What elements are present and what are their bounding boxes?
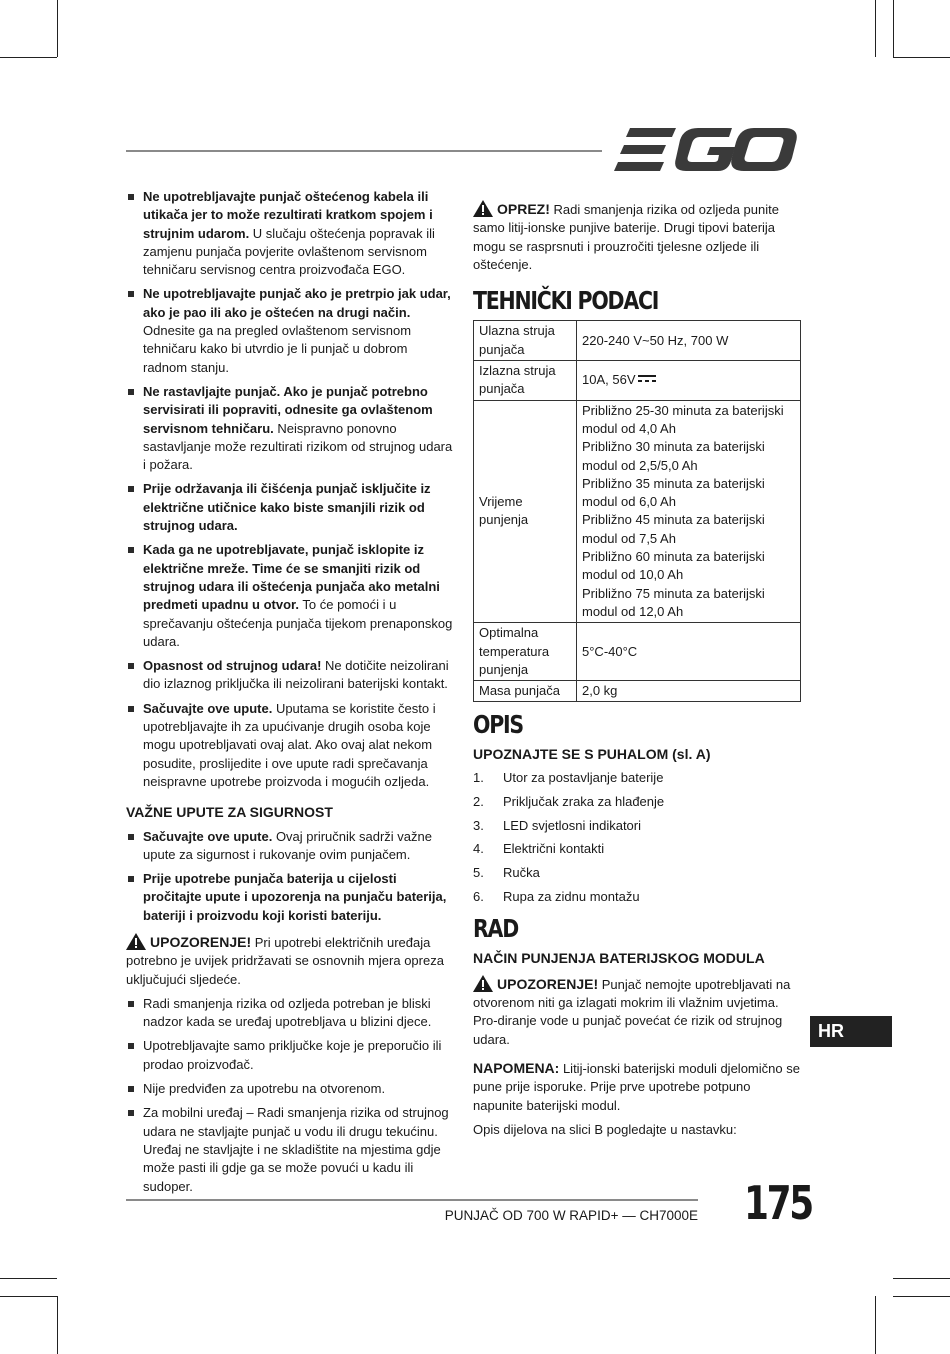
table-row bbox=[474, 400, 801, 623]
list-item: Prije održavanja ili čišćenja punjač isključite iz električne utičnice kako biste smanjili rizik od strujnog udara. bbox=[126, 480, 454, 535]
list-item: Opasnost od strujnog udara! Ne dotičite neizolirani dio izlaznog priključka ili neizolirani baterijski kontakt. bbox=[126, 657, 454, 694]
rad-subheading: NAČIN PUNJENJA BATERIJSKOG MODULA bbox=[473, 949, 765, 966]
rad-heading: RAD bbox=[473, 914, 518, 944]
right-column bbox=[473, 200, 801, 1145]
crop-mark bbox=[0, 1296, 57, 1297]
warning-icon bbox=[126, 933, 146, 950]
list-item: Za mobilni uređaj – Radi smanjenja rizika od strujnog udara ne stavljajte punjač u vodu ili drugu tekućinu. Uređaj ne stavljajte i ne skladištite na mjestima gdje može pasti ili gdje ga se može povući u kadu ili sudoper. bbox=[126, 1104, 454, 1195]
opis-heading: OPIS bbox=[473, 710, 523, 740]
caution-paragraph: OPREZ! Radi smanjenja rizika od ozljeda punite samo litij-ionske punjive baterije. Drugi tipovi baterija mogu se rasprsnuti i prouzročiti tjelesne ozljede ili oštećenje. bbox=[473, 201, 779, 272]
list-item: Ne upotrebljavajte punjač ako je pretrpio jak udar, ako je pao ili ako je oštećen na drugi način. Odnesite ga na pregled ovlaštenom servisnom tehničaru kako bi utvrdio je li punjač u dobrom radnom stanju. bbox=[126, 285, 454, 376]
crop-mark bbox=[0, 57, 57, 58]
language-tab: HR bbox=[810, 1016, 892, 1047]
table-row bbox=[474, 681, 801, 702]
crop-mark bbox=[893, 1278, 950, 1279]
list-item: 4. Električni kontakti bbox=[473, 841, 605, 857]
table-row bbox=[474, 361, 801, 401]
spec-label: Masa punjača bbox=[474, 681, 577, 702]
page-number: 175 bbox=[744, 1176, 812, 1230]
list-item: 1. Utor za postavljanje baterije bbox=[473, 770, 664, 786]
crop-mark bbox=[893, 0, 894, 57]
spec-value: 2,0 kg bbox=[577, 681, 801, 702]
list-item: Kada ga ne upotrebljavate, punjač isklopite iz električne mreže. Time će se smanjiti rizik od strujnog udara ili oštećenja punjača ako metalni predmeti upadnu u otvor. To će pomoći i u sprečavanju oštećenja punjača tijekom prenaponskog udara. bbox=[126, 541, 454, 651]
list-item: 6. Rupa za zidnu montažu bbox=[473, 889, 640, 904]
list-item: Nije predviđen za upotrebu na otvorenom. bbox=[126, 1080, 454, 1098]
warning-list bbox=[126, 995, 454, 1196]
table-row bbox=[474, 321, 801, 361]
list-item: Upotrebljavajte samo priključke koje je preporučio ili prodao proizvođač. bbox=[126, 1037, 454, 1074]
crop-mark bbox=[875, 1296, 876, 1354]
spec-label: Ulazna struja punjača bbox=[474, 321, 577, 361]
table-row bbox=[474, 623, 801, 681]
tech-data-heading: TEHNIČKI PODACI bbox=[473, 286, 659, 316]
crop-mark bbox=[57, 1296, 58, 1354]
crop-mark bbox=[893, 57, 950, 58]
footer-product: PUNJAČ OD 700 W RAPID+ — CH7000E bbox=[444, 1208, 698, 1223]
list-item: 3. LED svjetlosni indikatori bbox=[473, 817, 642, 833]
list-item: Ne upotrebljavajte punjač oštećenog kabela ili utikača jer to može rezultirati kratkom spojem i strujnim udarom. U slučaju oštećenja popravak ili zamjenu punjača povjerite ovlaštenom servisnom tehničaru servisnog centra proizvođača EGO. bbox=[126, 188, 454, 279]
spec-table bbox=[473, 320, 801, 702]
warning-icon bbox=[473, 200, 493, 217]
spec-value: 220-240 V~50 Hz, 700 W bbox=[577, 321, 801, 361]
left-column bbox=[126, 188, 454, 1202]
list-item: Prije upotrebe punjača baterija u cijelosti pročitajte upute i upozorenja na punjaču baterija, bateriji i proizvodu koji koristi bateriju. bbox=[126, 870, 454, 925]
spec-value: 5°C-40°C bbox=[577, 623, 801, 681]
list-item: Radi smanjenja rizika od ozljeda potreban je bliski nadzor kada se uređaj upotrebljava u blizini djece. bbox=[126, 995, 454, 1032]
crop-mark bbox=[57, 0, 58, 57]
crop-mark bbox=[0, 1278, 57, 1279]
safety-list bbox=[126, 188, 454, 791]
note-paragraph: NAPOMENA: Litij-ionski baterijski moduli djelomično se pune prije isporuke. Prije prve upotrebe potpuno napunite baterijski modul. bbox=[473, 1060, 800, 1113]
list-item: Ne rastavljajte punjač. Ako je punjač potrebno servisirati ili popraviti, odnesite ga ovlaštenom servisnom tehničaru. Neispravno ponovno sastavljanje može rezultirati rizikom od strujnog udara i požara. bbox=[126, 383, 454, 474]
warning-paragraph: UPOZORENJE! Pri upotrebi električnih uređaja potrebno je uvijek pridržavati se osnovnih mjera opreza uključujući sljedeće. bbox=[126, 933, 444, 987]
rad-warning-paragraph: UPOZORENJE! Punjač nemojte upotrebljavati na otvorenom niti ga izlagati mokrim ili vlažnim uvjetima. Pro-diranje vode u punjač povećat će rizik od strujnog udara. bbox=[473, 975, 791, 1047]
spec-value: Približno 25-30 minuta za baterijski modul od 4,0 Ah Približno 30 minuta za baterijski modul od 2,5/5,0 Ah Približno 35 minuta za baterijski modul od 6,0 Ah Približno 45 minuta za baterijski modul od 7,5 Ah Približno 60 minuta za baterijski modul od 10,0 Ah Približno 75 minuta za baterijski modul od 12,0 Ah bbox=[577, 400, 801, 623]
crop-mark bbox=[893, 1296, 950, 1297]
list-item: 2. Priključak zraka za hlađenje bbox=[473, 793, 665, 809]
header-rule bbox=[126, 150, 602, 152]
parts-list bbox=[473, 769, 801, 906]
list-item: Sačuvajte ove upute. Uputama se koristite često i upotrebljavajte ih za upućivanje drugih osoba koje mogu upotrebljavati ovaj alat. Ako ovaj alat nekom posudite, proslijedite i ove upute radi sprečavanja neispravne upotrebe proizvoda i mogućih ozljeda. bbox=[126, 700, 454, 791]
crop-mark bbox=[875, 0, 876, 57]
final-paragraph: Opis dijelova na slici B pogledajte u nastavku: bbox=[473, 1121, 737, 1137]
safety-list-2 bbox=[126, 828, 454, 925]
dc-symbol-icon bbox=[638, 374, 656, 384]
spec-value: 10A, 56V bbox=[577, 361, 801, 401]
spec-label: Optimalna temperatura punjenja bbox=[474, 623, 577, 681]
opis-subheading: UPOZNAJTE SE S PUHALOM (sl. A) bbox=[473, 745, 711, 762]
spec-label: Izlazna struja punjača bbox=[474, 361, 577, 401]
list-item: 5. Ručka bbox=[473, 865, 540, 881]
safety-heading: VAŽNE UPUTE ZA SIGURNOST bbox=[126, 804, 333, 821]
ego-logo bbox=[614, 128, 800, 172]
warning-icon bbox=[473, 975, 493, 992]
spec-label: Vrijeme punjenja bbox=[474, 400, 577, 623]
list-item: Sačuvajte ove upute. Ovaj priručnik sadrži važne upute za sigurnost i rukovanje ovim punjačem. bbox=[126, 828, 454, 865]
footer-rule bbox=[126, 1199, 698, 1201]
